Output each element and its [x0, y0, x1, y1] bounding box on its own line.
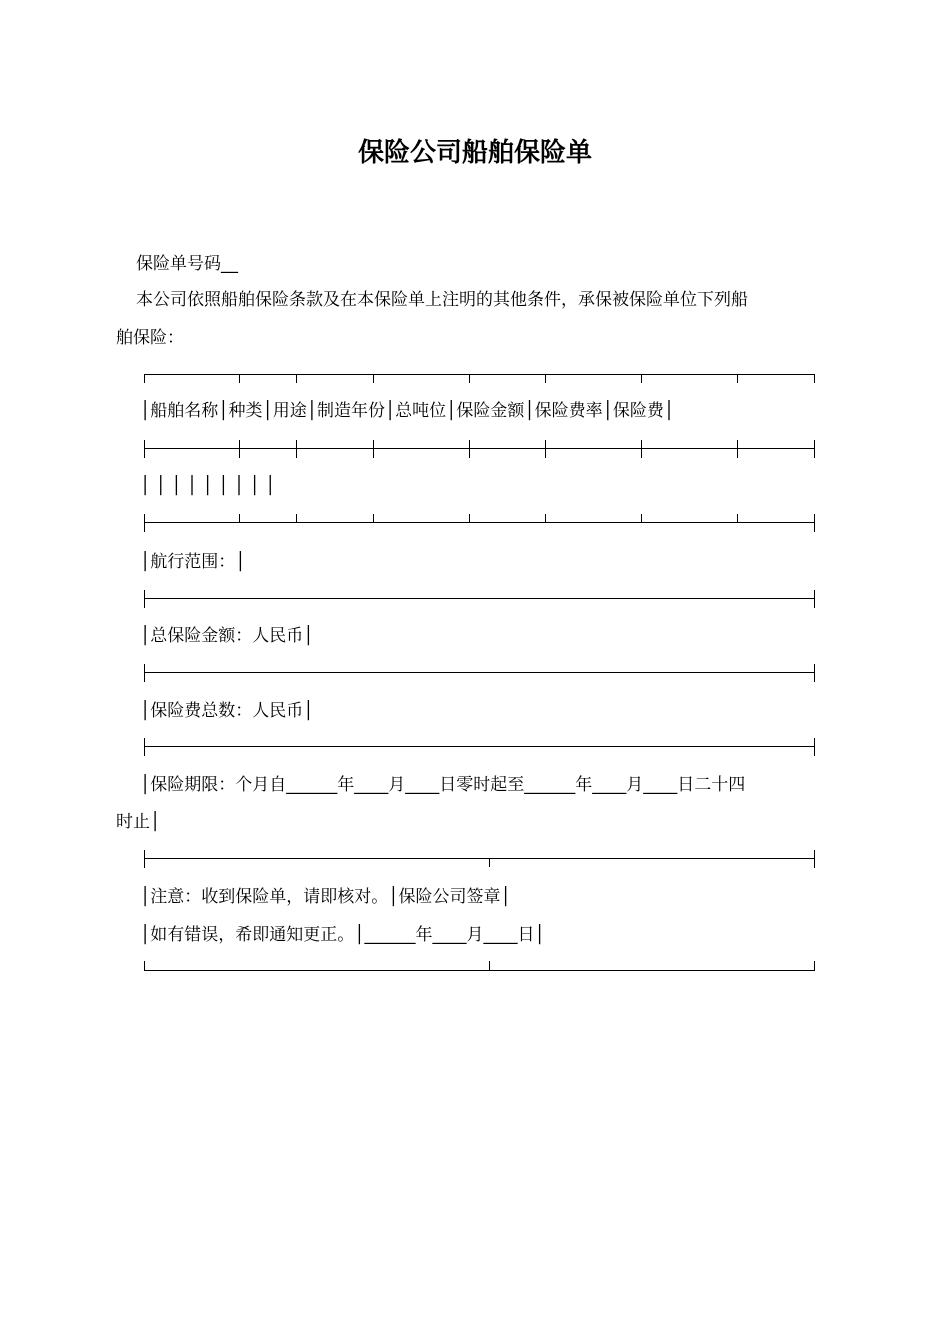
total-insured-row: │总保险金额：人民币│	[140, 626, 314, 646]
notice-line-2: │如有错误，希即通知更正。│______年____月____日│	[140, 925, 545, 945]
total-premium-row: │保险费总数：人民币│	[140, 701, 314, 721]
insurance-period-line-1: │保险期限：个月自______年____月____日零时起至______年____月____日二十四	[140, 775, 746, 795]
navigation-scope-row: │航行范围：│	[140, 552, 246, 572]
intro-text-line-2: 舶保险：	[116, 328, 184, 348]
intro-text-line-1: 本公司依照船舶保险条款及在本保险单上注明的其他条件，承保被保险单位下列船	[136, 290, 748, 310]
table-empty-row: │ │ │ │ │ │ │ │ │	[140, 476, 276, 496]
notice-line-1: │注意：收到保险单，请即核对。│保险公司签章│	[140, 887, 511, 907]
table-top-border	[144, 374, 815, 375]
page-title: 保险公司船舶保险单	[357, 138, 592, 168]
table-header-row: │船舶名称│种类│用途│制造年份│总吨位│保险金额│保险费率│保险费│	[140, 401, 675, 421]
policy-number-label: 保险单号码__	[136, 254, 238, 274]
insurance-period-line-2: 时止│	[116, 812, 161, 832]
